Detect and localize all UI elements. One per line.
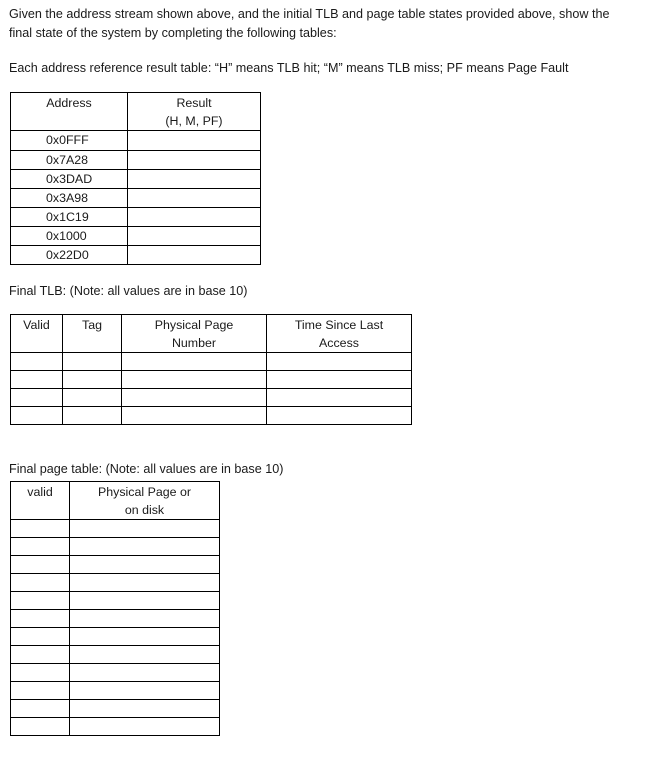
tlb-cell[interactable] (11, 353, 63, 371)
tlb-cell[interactable] (63, 389, 122, 407)
tlb-cell[interactable] (122, 371, 267, 389)
address-header: Address (11, 93, 128, 131)
page-table-caption: Final page table: (Note: all values are in base 10) (9, 462, 284, 476)
tlb-cell[interactable] (267, 353, 412, 371)
tlb-cell[interactable] (122, 353, 267, 371)
pt-cell[interactable] (70, 682, 220, 700)
tlb-ppn-header (122, 315, 267, 353)
pt-physical-page-header (70, 482, 220, 520)
address-cell: 0x7A28 (11, 151, 128, 170)
table-row (11, 353, 412, 371)
result-cell[interactable] (128, 170, 261, 189)
tlb-cell[interactable] (122, 389, 267, 407)
table-row (11, 389, 412, 407)
table-row (11, 700, 220, 718)
pt-cell[interactable] (11, 718, 70, 736)
result-cell[interactable] (128, 246, 261, 265)
table-row (11, 189, 261, 208)
pt-cell[interactable] (11, 610, 70, 628)
pt-cell[interactable] (11, 628, 70, 646)
table-row (11, 208, 261, 227)
table-header-row (11, 482, 220, 520)
table-row (11, 371, 412, 389)
tlb-cell[interactable] (63, 407, 122, 425)
result-cell[interactable] (128, 208, 261, 227)
tlb-cell[interactable] (267, 389, 412, 407)
table-row (11, 151, 261, 170)
pt-cell[interactable] (11, 646, 70, 664)
tlb-table (10, 314, 412, 425)
tlb-time-header-line-1: Time Since Last (294, 318, 384, 332)
tlb-cell[interactable] (11, 389, 63, 407)
tlb-tag-header: Tag (63, 315, 122, 353)
table-row (11, 520, 220, 538)
tlb-cell[interactable] (122, 407, 267, 425)
address-cell: 0x3DAD (11, 170, 128, 189)
tlb-cell[interactable] (63, 371, 122, 389)
address-cell: 0x22D0 (11, 246, 128, 265)
pt-valid-header: valid (11, 482, 70, 520)
address-cell: 0x3A98 (11, 189, 128, 208)
table-row (11, 538, 220, 556)
table-header-row (11, 93, 261, 131)
tlb-cell[interactable] (267, 407, 412, 425)
result-cell[interactable] (128, 227, 261, 246)
tlb-cell[interactable] (11, 407, 63, 425)
tlb-time-header (267, 315, 412, 353)
result-cell[interactable] (128, 189, 261, 208)
pt-physical-page-header-line-2: on disk (124, 503, 165, 517)
table-row (11, 170, 261, 189)
table-row (11, 407, 412, 425)
table-row (11, 574, 220, 592)
result-cell[interactable] (128, 131, 261, 151)
table-row (11, 628, 220, 646)
pt-cell[interactable] (11, 574, 70, 592)
pt-cell[interactable] (70, 700, 220, 718)
tlb-ppn-header-line-1: Physical Page (154, 318, 234, 332)
pt-cell[interactable] (11, 556, 70, 574)
pt-cell[interactable] (70, 718, 220, 736)
table-row (11, 646, 220, 664)
legend-line: Each address reference result table: “H” means TLB hit; “M” means TLB miss; PF means Page Fault (9, 61, 569, 75)
result-cell[interactable] (128, 151, 261, 170)
pt-cell[interactable] (70, 646, 220, 664)
address-cell: 0x1000 (11, 227, 128, 246)
pt-cell[interactable] (11, 700, 70, 718)
result-header (128, 93, 261, 131)
tlb-caption: Final TLB: (Note: all values are in base 10) (9, 284, 248, 298)
pt-cell[interactable] (11, 664, 70, 682)
pt-cell[interactable] (70, 610, 220, 628)
instructions-line-2: final state of the system by completing the following tables: (9, 26, 337, 40)
table-row (11, 682, 220, 700)
instructions-line-1: Given the address stream shown above, and the initial TLB and page table states provided above, show the (9, 7, 610, 21)
tlb-cell[interactable] (11, 371, 63, 389)
pt-cell[interactable] (11, 520, 70, 538)
tlb-ppn-header-line-2: Number (171, 336, 217, 350)
table-row (11, 556, 220, 574)
address-cell: 0x1C19 (11, 208, 128, 227)
table-row (11, 246, 261, 265)
table-row (11, 227, 261, 246)
pt-cell[interactable] (70, 628, 220, 646)
pt-cell[interactable] (70, 574, 220, 592)
pt-cell[interactable] (70, 556, 220, 574)
pt-cell[interactable] (11, 592, 70, 610)
result-header-line-2: (H, M, PF) (165, 114, 223, 128)
address-cell: 0x0FFF (11, 131, 128, 151)
table-header-row (11, 315, 412, 353)
pt-physical-page-header-line-1: Physical Page or (98, 485, 191, 499)
pt-cell[interactable] (70, 664, 220, 682)
result-header-line-1: Result (176, 96, 212, 110)
tlb-valid-header: Valid (11, 315, 63, 353)
pt-cell[interactable] (11, 682, 70, 700)
address-result-table (10, 92, 261, 265)
pt-cell[interactable] (70, 592, 220, 610)
tlb-cell[interactable] (267, 371, 412, 389)
tlb-time-header-line-2: Access (319, 336, 359, 350)
page-table (10, 481, 220, 736)
table-row (11, 718, 220, 736)
pt-cell[interactable] (70, 520, 220, 538)
table-row (11, 610, 220, 628)
table-row (11, 664, 220, 682)
tlb-cell[interactable] (63, 353, 122, 371)
table-row (11, 592, 220, 610)
pt-cell[interactable] (70, 538, 220, 556)
table-row (11, 131, 261, 151)
pt-cell[interactable] (11, 538, 70, 556)
